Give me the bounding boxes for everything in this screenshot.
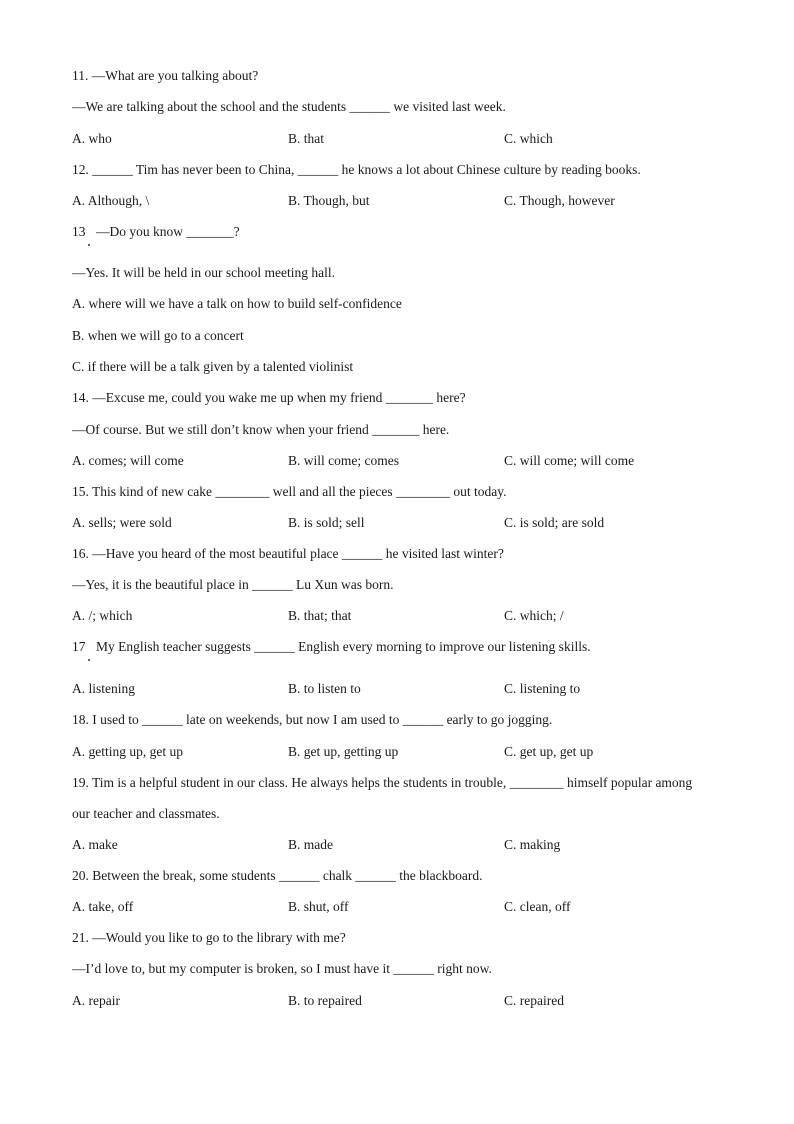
- option-c[interactable]: C. will come; will come: [504, 453, 635, 468]
- question-16-dialog: —Yes, it is the beautiful place in ______ Lu Xun was born.: [72, 577, 394, 592]
- question-14-stem: 14. —Excuse me, could you wake me up when my friend _______ here?: [72, 390, 466, 405]
- option-a[interactable]: A. /; which: [72, 608, 133, 623]
- option-a[interactable]: A. take, off: [72, 899, 134, 914]
- question-15-stem: 15. This kind of new cake ________ well and all the pieces ________ out today.: [72, 484, 507, 499]
- question-18-options: [72, 744, 732, 760]
- number-dot: [88, 659, 90, 661]
- question-20-options: [72, 899, 732, 915]
- number-dot: [88, 244, 90, 246]
- question-11-dialog: —We are talking about the school and the students ______ we visited last week.: [72, 99, 506, 114]
- question-18-stem: 18. I used to ______ late on weekends, but now I am used to ______ early to go jogging.: [72, 712, 553, 727]
- question-17-number: 17: [72, 639, 86, 654]
- question-17-options: [72, 681, 732, 697]
- option-b[interactable]: B. will come; comes: [288, 453, 399, 468]
- question-21-options: [72, 993, 732, 1009]
- question-13-stem: —Do you know _______?: [96, 224, 240, 239]
- question-17-stem: My English teacher suggests ______ English every morning to improve our listening skills.: [96, 639, 591, 654]
- question-13-option-c[interactable]: C. if there will be a talk given by a talented violinist: [72, 359, 354, 374]
- option-c[interactable]: C. which; /: [504, 608, 564, 623]
- question-21-dialog: —I’d love to, but my computer is broken, so I must have it ______ right now.: [72, 961, 492, 976]
- question-13-option-a[interactable]: A. where will we have a talk on how to build self-confidence: [72, 296, 402, 311]
- option-c[interactable]: C. repaired: [504, 993, 564, 1008]
- option-a[interactable]: A. sells; were sold: [72, 515, 172, 530]
- option-a[interactable]: A. getting up, get up: [72, 744, 183, 759]
- option-a[interactable]: A. Although, \: [72, 193, 150, 208]
- option-a[interactable]: A. make: [72, 837, 118, 852]
- option-c[interactable]: C. making: [504, 837, 561, 852]
- question-16-stem: 16. —Have you heard of the most beautiful place ______ he visited last winter?: [72, 546, 504, 561]
- question-12-stem: 12. ______ Tim has never been to China, ______ he knows a lot about Chinese culture by reading books.: [72, 162, 641, 177]
- option-a[interactable]: A. listening: [72, 681, 135, 696]
- question-14-options: [72, 453, 732, 469]
- question-20-stem: 20. Between the break, some students ______ chalk ______ the blackboard.: [72, 868, 483, 883]
- option-b[interactable]: B. get up, getting up: [288, 744, 399, 759]
- option-c[interactable]: C. which: [504, 131, 553, 146]
- option-c[interactable]: C. get up, get up: [504, 744, 594, 759]
- question-19-stem: 19. Tim is a helpful student in our class. He always helps the students in trouble, ________ himself popular among: [72, 775, 693, 790]
- option-c[interactable]: C. Though, however: [504, 193, 615, 208]
- option-b[interactable]: B. that; that: [288, 608, 352, 623]
- option-b[interactable]: B. to listen to: [288, 681, 361, 696]
- question-21-stem: 21. —Would you like to go to the library with me?: [72, 930, 346, 945]
- question-19-options: [72, 837, 732, 853]
- option-b[interactable]: B. made: [288, 837, 333, 852]
- option-b[interactable]: B. that: [288, 131, 324, 146]
- question-15-options: [72, 515, 732, 531]
- question-13-number: 13: [72, 224, 86, 239]
- option-c[interactable]: C. is sold; are sold: [504, 515, 605, 530]
- question-19-stem-continued: our teacher and classmates.: [72, 806, 220, 821]
- option-b[interactable]: B. shut, off: [288, 899, 349, 914]
- option-b[interactable]: B. is sold; sell: [288, 515, 365, 530]
- option-a[interactable]: A. comes; will come: [72, 453, 184, 468]
- question-14-dialog: —Of course. But we still don’t know when your friend _______ here.: [72, 422, 450, 437]
- question-12-options: [72, 193, 732, 209]
- question-11-stem: 11. —What are you talking about?: [72, 68, 259, 83]
- question-11-options: [72, 131, 732, 147]
- question-13-dialog: —Yes. It will be held in our school meeting hall.: [72, 265, 335, 280]
- option-c[interactable]: C. clean, off: [504, 899, 571, 914]
- option-c[interactable]: C. listening to: [504, 681, 581, 696]
- question-16-options: [72, 608, 732, 624]
- question-13-option-b[interactable]: B. when we will go to a concert: [72, 328, 244, 343]
- option-b[interactable]: B. to repaired: [288, 993, 362, 1008]
- option-a[interactable]: A. who: [72, 131, 112, 146]
- option-b[interactable]: B. Though, but: [288, 193, 370, 208]
- option-a[interactable]: A. repair: [72, 993, 120, 1008]
